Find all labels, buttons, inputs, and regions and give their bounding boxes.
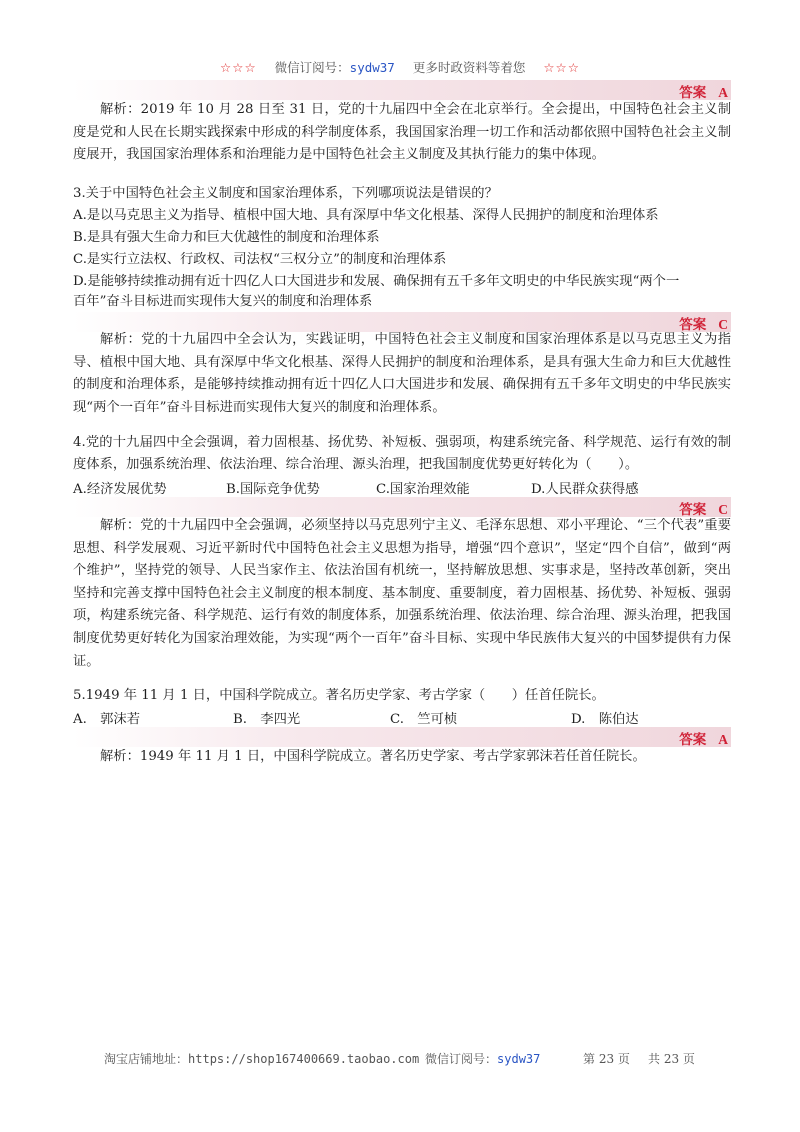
option-q3-c: C.是实行立法权、行政权、司法权“三权分立”的制度和治理体系 (73, 252, 447, 267)
star-decoration-left: ☆☆☆ (220, 60, 257, 75)
footer-subscription (425, 1050, 540, 1067)
explanation-q3: 解析：党的十九届四中全会认为，实践证明，中国特色社会主义制度和国家治理体系是以马克思主义为指导、植根中国大地、具有深厚中华文化根基、深得人民拥护的制度和治理体系，是具有强大生命力和巨大优越性的制度和治理体系，是能够持续推动拥有近十四亿人口大国进步和发展、确保拥有五千多年文明史的中华民族实现“两个一百年”奋斗目标进而实现伟大复兴的制度和治理体系。 (73, 332, 731, 415)
answer-label: 答案 (679, 317, 707, 333)
answer-letter: C (718, 502, 728, 517)
explanation-q2: 解析：2019 年 10 月 28 日至 31 日，党的十九届四中全会在北京举行。全会提出，中国特色社会主义制度是党和人民在长期实践探索中形成的科学制度体系，我国国家治理一切工作和活动都依照中国特色社会主义制度展开，我国国家治理体系和治理能力是中国特色社会主义制度及其执行能力的集中体现。 (73, 102, 731, 163)
header-label: 微信订阅号： (274, 60, 350, 75)
answer-bar-q4 (73, 497, 731, 517)
answer-bar-q5 (73, 727, 731, 747)
answer-letter: A (718, 732, 728, 747)
answer-bar-q2 (73, 80, 731, 100)
answer-label: 答案 (679, 732, 707, 748)
page-number: 第 23 页 (583, 1052, 630, 1066)
footer-shop-label: 淘宝店铺地址： (104, 1052, 189, 1066)
question-stem-q3: 3.关于中国特色社会主义制度和国家治理体系，下列哪项说法是错误的？ (73, 186, 498, 201)
option-q4-b: B.国际竞争优势 (226, 482, 320, 497)
option-q5-b: B. 李四光 (233, 712, 301, 727)
footer-sub-label: 微信订阅号： (425, 1052, 498, 1066)
option-q4-d: D.人民群众获得感 (531, 482, 639, 497)
star-decoration-right: ☆☆☆ (543, 60, 580, 75)
footer-shop-url[interactable]: https://shop167400669.taobao.com (188, 1052, 420, 1066)
answer-label: 答案 (679, 502, 707, 518)
option-q3-d: D.是能够持续推动拥有近十四亿人口大国进步和发展、确保拥有五千多年文明史的中华民族实现“两个一 (73, 274, 680, 289)
header-slogan: 更多时政资料等着您 (412, 60, 526, 75)
explanation-q5: 解析：1949 年 11 月 1 日，中国科学院成立。著名历史学家、考古学家郭沫若任首任院长。 (100, 749, 646, 764)
option-q3-a: A.是以马克思主义为指导、植根中国大地、具有深厚中华文化根基、深得人民拥护的制度和治理体系 (73, 208, 659, 223)
footer-sub-account: sydw37 (497, 1052, 541, 1066)
page-total: 共 23 页 (648, 1052, 695, 1066)
explanation-q4: 解析：党的十九届四中全会强调，必须坚持以马克思列宁主义、毛泽东思想、邓小平理论、“三个代表”重要思想、科学发展观、习近平新时代中国特色社会主义思想为指导，增强“四个意识”，坚定“四个自信”，做到“两个维护”，坚持党的领导、人民当家作主、依法治国有机统一，坚持解放思想、实事求是，坚持改革创新，突出坚持和完善支撑中国特色社会主义制度的根本制度、基本制度、重要制度，着力固根基、扬优势、补短板、强弱项，构建系统完备、科学规范、运行有效的制度体系，加强系统治理、依法治理、综合治理、源头治理，把我国制度优势更好转化为国家治理效能，为实现“两个一百年”奋斗目标、实现中华民族伟大复兴的中国梦提供有力保证。 (73, 518, 731, 669)
option-q4-c: C.国家治理效能 (376, 482, 470, 497)
question-stem-q4: 4.党的十九届四中全会强调，着力固根基、扬优势、补短板、强弱项，构建系统完备、科学规范、运行有效的制度体系，加强系统治理、依法治理、综合治理、源头治理，把我国制度优势更好转化为（ ）。 (73, 435, 731, 472)
option-q4-a: A.经济发展优势 (73, 482, 167, 497)
question-stem-q5: 5.1949 年 11 月 1 日，中国科学院成立。著名历史学家、考古学家（ ）任首任院长。 (73, 688, 605, 703)
answer-letter: C (718, 317, 728, 332)
answer-letter: A (718, 85, 728, 100)
answer-label: 答案 (679, 85, 707, 101)
option-q5-a: A. 郭沫若 (73, 712, 141, 727)
option-q3-b: B.是具有强大生命力和巨大优越性的制度和治理体系 (73, 230, 380, 245)
option-q5-c: C. 竺可桢 (390, 712, 458, 727)
page-header (0, 58, 800, 76)
footer-shop (104, 1050, 419, 1067)
option-q5-d: D. 陈伯达 (571, 712, 639, 727)
option-q3-d-cont: 百年”奋斗目标进而实现伟大复兴的制度和治理体系 (73, 294, 373, 309)
header-account: sydw37 (349, 60, 395, 75)
